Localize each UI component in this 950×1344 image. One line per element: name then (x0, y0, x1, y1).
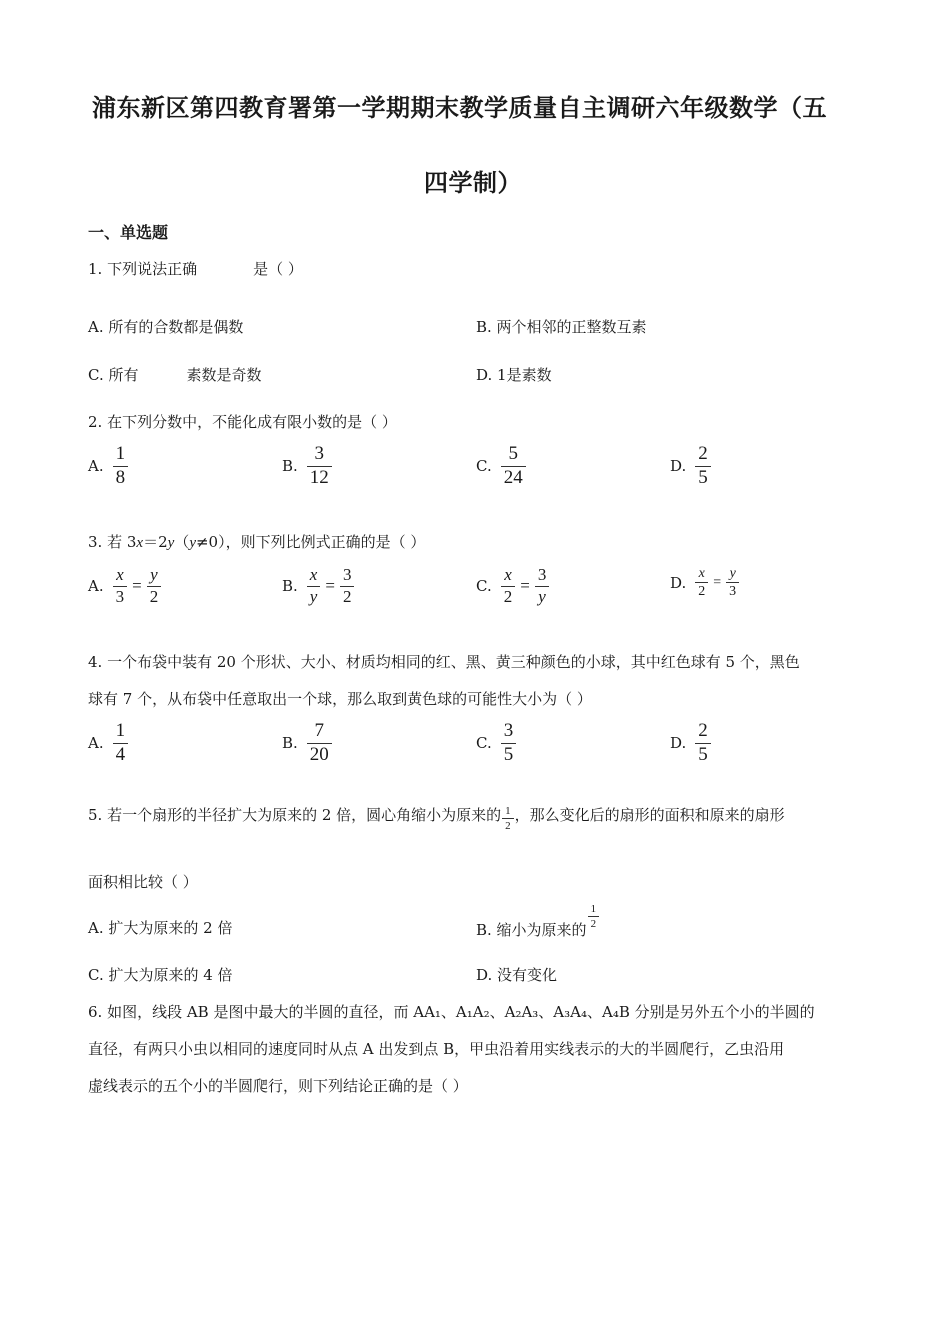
q3-stem-a: 3. 若 3 (88, 533, 137, 551)
q4-d-denominator: 5 (695, 743, 711, 766)
q3-stem-d: ≠0），则下列比例式正确的是（ ） (195, 533, 426, 551)
q3-option-b-label: B. (282, 577, 298, 596)
q2-option-b-label: B. (282, 457, 298, 476)
q5-line1-part-b: ，那么变化后的扇形的面积和原来的扇形 (514, 806, 785, 824)
q2-a-denominator: 8 (113, 466, 129, 489)
q3-a-left-num: x (116, 565, 124, 584)
q2-option-c-label: C. (476, 457, 492, 476)
q2-c-numerator: 5 (508, 443, 518, 464)
q3-option-a (88, 566, 164, 606)
q4-c-numerator: 3 (503, 720, 514, 741)
q1-option-d: D. 1是素数 (476, 366, 552, 384)
q3-b-right-num: 3 (342, 565, 352, 584)
q4-option-d (670, 721, 714, 766)
q4-option-a (88, 721, 131, 766)
q1-option-c (88, 364, 262, 385)
document-title-line2: 四学制） (424, 169, 522, 197)
q3-stem-x: x (136, 535, 144, 551)
question-1-stem (88, 258, 303, 279)
q5-option-b (476, 903, 600, 939)
question-4-line1: 4. 一个布袋中装有 20 个形状、大小、材质均相同的红、黑、黄三种颜色的小球，其中红色球有 5 个，黑色 (88, 653, 800, 671)
q5-b-numerator: 1 (590, 903, 597, 915)
q3-option-d-label: D. (670, 573, 687, 592)
q4-option-a-label: A. (88, 734, 104, 753)
q5-option-d: D. 没有变化 (476, 966, 558, 984)
q3-a-right-num: y (150, 565, 158, 584)
q5-option-a: A. 扩大为原来的 2 倍 (88, 919, 233, 937)
q3-d-equals: = (713, 574, 722, 590)
question-2-stem: 2. 在下列分数中，不能化成有限小数的是（ ） (88, 413, 397, 431)
q4-option-c (476, 721, 519, 766)
q3-b-equals: = (325, 576, 335, 596)
q2-b-numerator: 3 (314, 443, 325, 464)
q3-c-right-num: 3 (537, 565, 547, 584)
q2-b-denominator: 12 (307, 466, 332, 489)
q3-c-left-den: 2 (501, 586, 516, 607)
q3-stem-y2: y (189, 535, 196, 551)
q2-d-denominator: 5 (695, 466, 711, 489)
q3-a-left-den: 3 (113, 586, 128, 607)
q3-b-left-num: x (309, 565, 318, 584)
section-heading: 一、单选题 (88, 223, 169, 242)
question-5-line2: 面积相比较（ ） (88, 873, 198, 891)
q3-stem-b: ＝2 (143, 533, 168, 551)
q4-d-numerator: 2 (698, 720, 708, 741)
q3-c-right-den: y (535, 586, 549, 607)
q5-option-b-text: B. 缩小为原来的 (476, 920, 587, 939)
question-6-line2: 直径，有两只小虫以相同的速度同时从点 A 出发到点 B，甲虫沿着用实线表示的大的半圆爬行，乙虫沿用 (88, 1040, 785, 1058)
q3-d-left-num: x (698, 566, 705, 581)
q5-fraction-numerator: 1 (505, 805, 511, 817)
q5-b-denominator: 2 (588, 916, 600, 930)
q5-line1-part-a: 5. 若一个扇形的半径扩大为原来的 2 倍，圆心角缩小为原来的 (88, 806, 502, 824)
q4-a-numerator: 1 (115, 720, 126, 741)
q3-a-right-den: 2 (147, 586, 162, 607)
q2-option-d (670, 444, 714, 489)
q4-option-b (282, 721, 335, 766)
question-3-stem (88, 531, 425, 552)
q2-option-d-label: D. (670, 457, 687, 476)
q3-d-left-den: 2 (695, 582, 708, 599)
q3-b-right-den: 2 (340, 586, 355, 607)
q2-option-a-label: A. (88, 457, 104, 476)
q5-fraction-denominator: 2 (502, 818, 514, 832)
q4-option-d-label: D. (670, 734, 687, 753)
q2-option-b (282, 444, 335, 489)
question-6-line1: 6. 如图，线段 AB 是图中最大的半圆的直径，而 AA₁、A₁A₂、A₂A₃、A₃A₄、A₄B 分别是另外五个小的半圆的 (88, 1003, 815, 1021)
q3-c-left-num: x (504, 565, 512, 584)
q3-d-right-num: y (729, 566, 736, 581)
q1-option-b: B. 两个相邻的正整数互素 (476, 318, 647, 336)
q2-c-denominator: 24 (501, 466, 526, 489)
document-title-line1: 浦东新区第四教育署第一学期期末教学质量自主调研六年级数学（五 (92, 94, 827, 122)
q4-a-denominator: 4 (113, 743, 129, 766)
q4-option-b-label: B. (282, 734, 298, 753)
q3-stem-y: y (167, 535, 175, 551)
q3-option-d (670, 566, 742, 600)
q4-option-c-label: C. (476, 734, 492, 753)
q2-option-a (88, 444, 131, 489)
q3-option-a-label: A. (88, 577, 104, 596)
q1-option-c-part-a: C. 所有 (88, 366, 139, 384)
q4-b-numerator: 7 (314, 720, 325, 741)
q3-a-equals: = (132, 576, 142, 596)
question-4-line2: 球有 7 个，从布袋中任意取出一个球，那么取到黄色球的可能性大小为（ ） (88, 690, 592, 708)
q3-stem-c: （ (174, 533, 190, 551)
q2-option-c (476, 444, 529, 489)
q3-c-equals: = (520, 576, 530, 596)
q1-option-a: A. 所有的合数都是偶数 (88, 318, 244, 336)
q1-stem-part-b: 是（ ） (253, 260, 303, 278)
q4-c-denominator: 5 (501, 743, 517, 766)
q1-stem-part-a: 1. 下列说法正确 (88, 260, 198, 278)
question-6-line3: 虚线表示的五个小的半圆爬行，则下列结论正确的是（ ） (88, 1077, 468, 1095)
q1-option-c-part-b: 素数是奇数 (186, 366, 262, 384)
question-5-line1 (88, 804, 785, 832)
q3-option-c (476, 566, 552, 606)
q4-b-denominator: 20 (307, 743, 332, 766)
q2-a-numerator: 1 (115, 443, 126, 464)
q3-option-b (282, 566, 357, 606)
q5-option-c: C. 扩大为原来的 4 倍 (88, 966, 233, 984)
q3-option-c-label: C. (476, 577, 492, 596)
q2-d-numerator: 2 (698, 443, 708, 464)
q3-b-left-den: y (307, 586, 321, 607)
q3-d-right-den: 3 (726, 582, 739, 599)
